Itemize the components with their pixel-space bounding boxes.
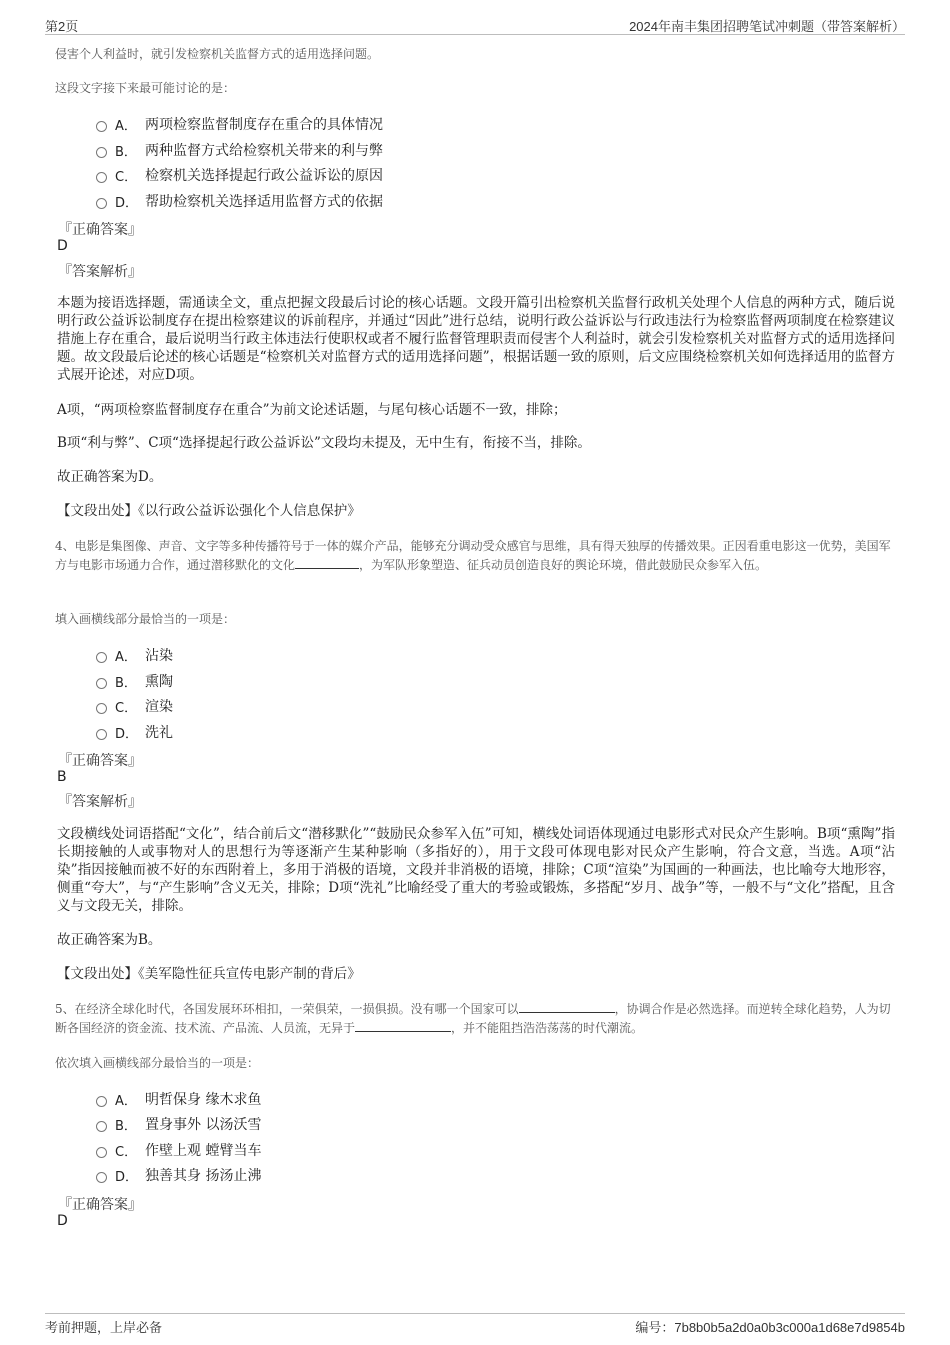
q4-analysis-label: 『答案解析』 [58,794,142,810]
q5-answer-label: 『正确答案』 [58,1197,142,1213]
q3-analysis-label: 『答案解析』 [58,264,142,280]
document-title: 2024年南丰集团招聘笔试冲刺题（带答案解析） [629,19,905,34]
radio-icon[interactable] [96,147,107,158]
q3-option-b[interactable]: B． 两种监督方式给检察机关带来的利与弊 [96,140,383,160]
q3-analysis-a: A项，“两项检察监督制度存在重合”为前文论述话题，与尾句核心话题不一致，排除； [57,402,567,418]
page-footer [45,1313,905,1334]
q3-stem-tail: 侵害个人利益时，就引发检察机关监督方式的适用选择问题。 [55,47,380,61]
radio-icon[interactable] [96,172,107,183]
q4-option-b[interactable]: B． 熏陶 [96,671,173,691]
radio-icon[interactable] [96,652,107,663]
q3-option-d[interactable]: D． 帮助检察机关选择适用监督方式的依据 [96,191,383,211]
q4-source: 【文段出处】《美军隐性征兵宣传电影产制的背后》 [57,966,361,982]
q4-conclusion: 故正确答案为B。 [57,932,162,948]
page-header [45,16,905,35]
q4-blank [295,556,359,569]
radio-icon[interactable] [96,678,107,689]
q5-option-a[interactable]: A． 明哲保身 缘木求鱼 [96,1089,261,1109]
q4-option-d[interactable]: D． 洗礼 [96,722,173,742]
footer-slogan: 考前押题，上岸必备 [45,1320,163,1335]
radio-icon[interactable] [96,1096,107,1107]
q5-option-d[interactable]: D． 独善其身 扬汤止沸 [96,1165,261,1185]
q5-option-b[interactable]: B． 置身事外 以汤沃雪 [96,1114,261,1134]
q5-stem: 5、在经济全球化时代，各国发展环环相扣，一荣俱荣，一损俱损。没有哪一个国家可以 ，协调合作是必然选择。而逆转全球化趋势，人为切断各国经济的资金流、技术流、产品流、人员流，无异于 ，并不能阻挡浩浩荡荡的时代潮流。 [55,1002,891,1035]
radio-icon[interactable] [96,121,107,132]
q5-blank-2 [355,1019,451,1032]
q3-answer-label: 『正确答案』 [58,222,142,238]
q5-prompt: 依次填入画横线部分最恰当的一项是： [55,1056,260,1070]
q3-analysis-bc: B项“利与弊”、C项“选择提起行政公益诉讼”文段均未提及，无中生有，衔接不当，排除。 [57,435,591,451]
page-number: 第2页 [45,19,79,34]
document-code: 编号：7b8b0b5a2d0a0b3c000a1d68e7d9854b [635,1320,905,1335]
q4-option-a[interactable]: A． 沾染 [96,645,173,665]
q3-source: 【文段出处】《以行政公益诉讼强化个人信息保护》 [57,503,361,519]
q4-stem: 4、电影是集图像、声音、文字等多种传播符号于一体的媒介产品，能够充分调动受众感官与思维，具有得天独厚的传播效果。正因看重电影这一优势，美国军方与电影市场通力合作，通过潜移默化的文化 ，为军队形象塑造、征兵动员创造良好的舆论环境，借此鼓励民众参军入伍。 [55,539,891,572]
radio-icon[interactable] [96,729,107,740]
q3-option-a[interactable]: A． 两项检察监督制度存在重合的具体情况 [96,114,383,134]
q3-answer: D [57,238,68,254]
radio-icon[interactable] [96,198,107,209]
q3-prompt: 这段文字接下来最可能讨论的是： [55,81,236,95]
q3-conclusion: 故正确答案为D。 [57,469,163,485]
q3-analysis-main: 本题为接语选择题，需通读全文，重点把握文段最后讨论的核心话题。文段开篇引出检察机关监督行政机关处理个人信息的两种方式，随后说明行政公益诉讼制度存在提出检察建议的诉前程序，并通过“因此”进行总结，说明行政公益诉讼与行政违法行为检察监督两项制度在检察建议措施上存在重合，最后说明当行政主体违法行使职权或者不履行监督管理职责而侵害个人利益时，就会引发检察机关对监督方式的适用选择问题。故文段最后论述的核心话题是“检察机关对监督方式的适用选择问题”，根据话题一致的原则，后文应围绕检察机关如何选择适用的监督方式展开论述，对应D项。 [57,295,895,383]
radio-icon[interactable] [96,1172,107,1183]
q4-option-c[interactable]: C． 渲染 [96,696,173,716]
q5-answer: D [57,1213,68,1229]
radio-icon[interactable] [96,1147,107,1158]
q4-prompt: 填入画横线部分最恰当的一项是： [55,612,236,626]
q4-answer: B [57,769,67,785]
q5-blank-1 [519,1000,615,1013]
q4-answer-label: 『正确答案』 [58,753,142,769]
q5-option-c[interactable]: C． 作壁上观 螳臂当车 [96,1140,261,1160]
q3-option-c[interactable]: C． 检察机关选择提起行政公益诉讼的原因 [96,165,383,185]
radio-icon[interactable] [96,703,107,714]
q4-analysis-main: 文段横线处词语搭配“文化”，结合前后文“潜移默化”“鼓励民众参军入伍”可知，横线处词语体现通过电影形式对民众产生影响。B项“熏陶”指长期接触的人或事物对人的思想行为等逐渐产生某种影响（多指好的），用于文段可体现电影对民众产生影响，符合文意，当选。A项“沾染”指因接触而被不好的东西附着上，多用于消极的语境，文段并非消极的语境，排除；C项“渲染”为国画的一种画法，也比喻夸大地形容，侧重“夸大”，与“产生影响”含义无关，排除；D项“洗礼”比喻经受了重大的考验或锻炼，多搭配“岁月、战争”等，一般不与“文化”搭配，且含义与文段无关，排除。 [57,826,895,914]
radio-icon[interactable] [96,1121,107,1132]
